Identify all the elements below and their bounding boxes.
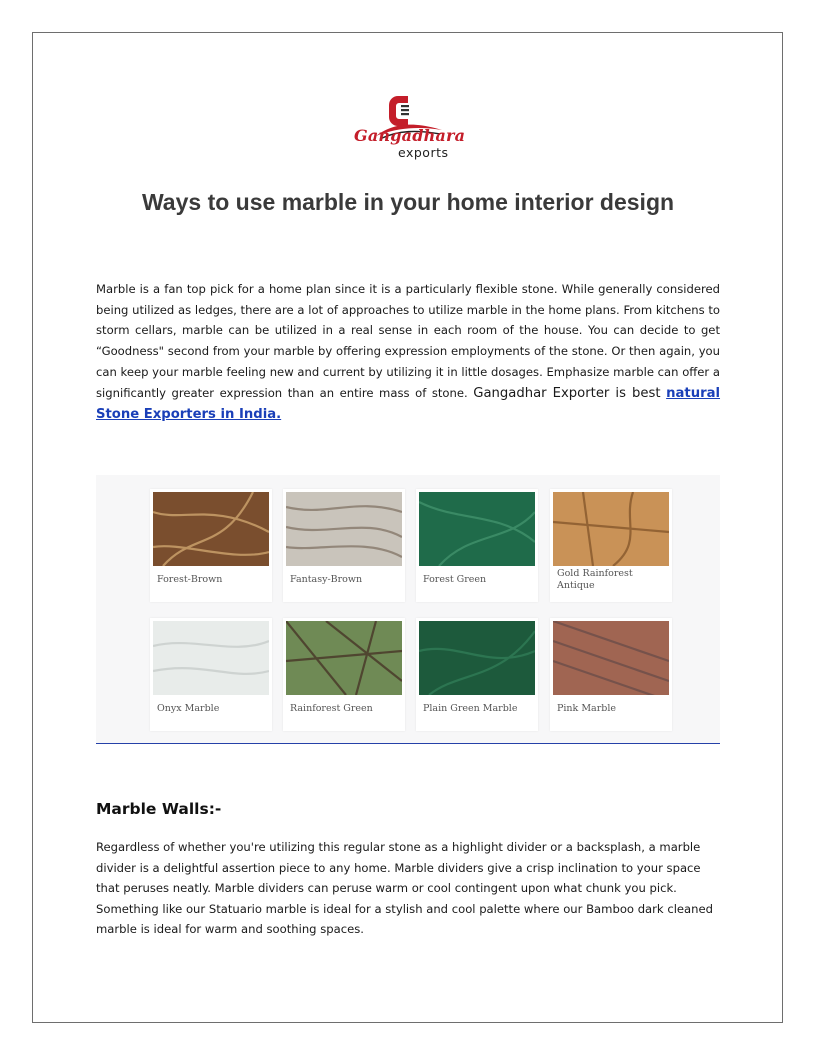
marble-tile[interactable] [283,618,405,731]
marble-gallery [96,475,720,744]
marble-swatch-image [153,492,269,566]
marble-swatch-image [153,621,269,695]
marble-swatch-image [553,621,669,695]
section-paragraph: Regardless of whether you're utilizing this regular stone as a highlight divider or a backsplash, a marble divider is a delightful assertion piece to any home. Marble dividers give a crisp inclination to your space that peruses neatly. Marble dividers can peruse warm or cool contingent upon what chunk you pick. Something like our Statuario marble is ideal for a stylish and cool palette where our Bamboo dark cleaned marble is ideal for warm and soothing spaces. [96,840,713,937]
intro-paragraph [96,279,720,426]
marble-swatch-image [286,621,402,695]
marble-tile[interactable] [416,489,538,602]
marble-tile-caption: Gold Rainforest Antique [557,568,633,591]
company-logo [348,92,468,164]
logo-wordmark: Gangadhara [354,126,466,145]
marble-tile-caption: Plain Green Marble [423,703,518,714]
marble-tile-caption: Fantasy-Brown [290,574,363,585]
stone-exporters-link[interactable]: natural Stone Exporters in India. [96,385,721,423]
section-heading: Marble Walls:- [96,800,222,818]
marble-tile-caption: Pink Marble [557,703,616,714]
marble-swatch-image [419,621,535,695]
marble-tile[interactable] [550,618,672,731]
marble-tile-caption: Rainforest Green [290,703,373,714]
marble-tile-caption: Forest Green [423,574,487,585]
marble-swatch-image [419,492,535,566]
intro-text: Marble is a fan top pick for a home plan since it is a particularly flexible stone. While generally considered being utilized as ledges, there are a lot of approaches to utilize marble in the home plans. From kitchens to storm cellars, marble can be utilized in a real sense in each room of the house. You can decide to get “Goodness" second from your marble by offering expression employments of the stone. Or then again, you can keep your marble feeling new and current by utilizing it in little dosages. Emphasize marble can offer a significantly greater expression than an entire mass of stone. [96,282,720,400]
marble-tile[interactable] [283,489,405,602]
marble-tile[interactable] [150,489,272,602]
marble-tile[interactable] [150,618,272,731]
marble-swatch-image [553,492,669,566]
marble-tile-caption: Onyx Marble [157,703,220,714]
marble-swatch-image [286,492,402,566]
marble-tile[interactable] [550,489,672,602]
logo-subtitle: exports [398,145,449,160]
intro-tail: Gangadhar Exporter is best [473,385,661,401]
marble-tile-caption: Forest-Brown [157,574,223,585]
page-title: Ways to use marble in your home interior design [141,189,675,215]
marble-tile[interactable] [416,618,538,731]
